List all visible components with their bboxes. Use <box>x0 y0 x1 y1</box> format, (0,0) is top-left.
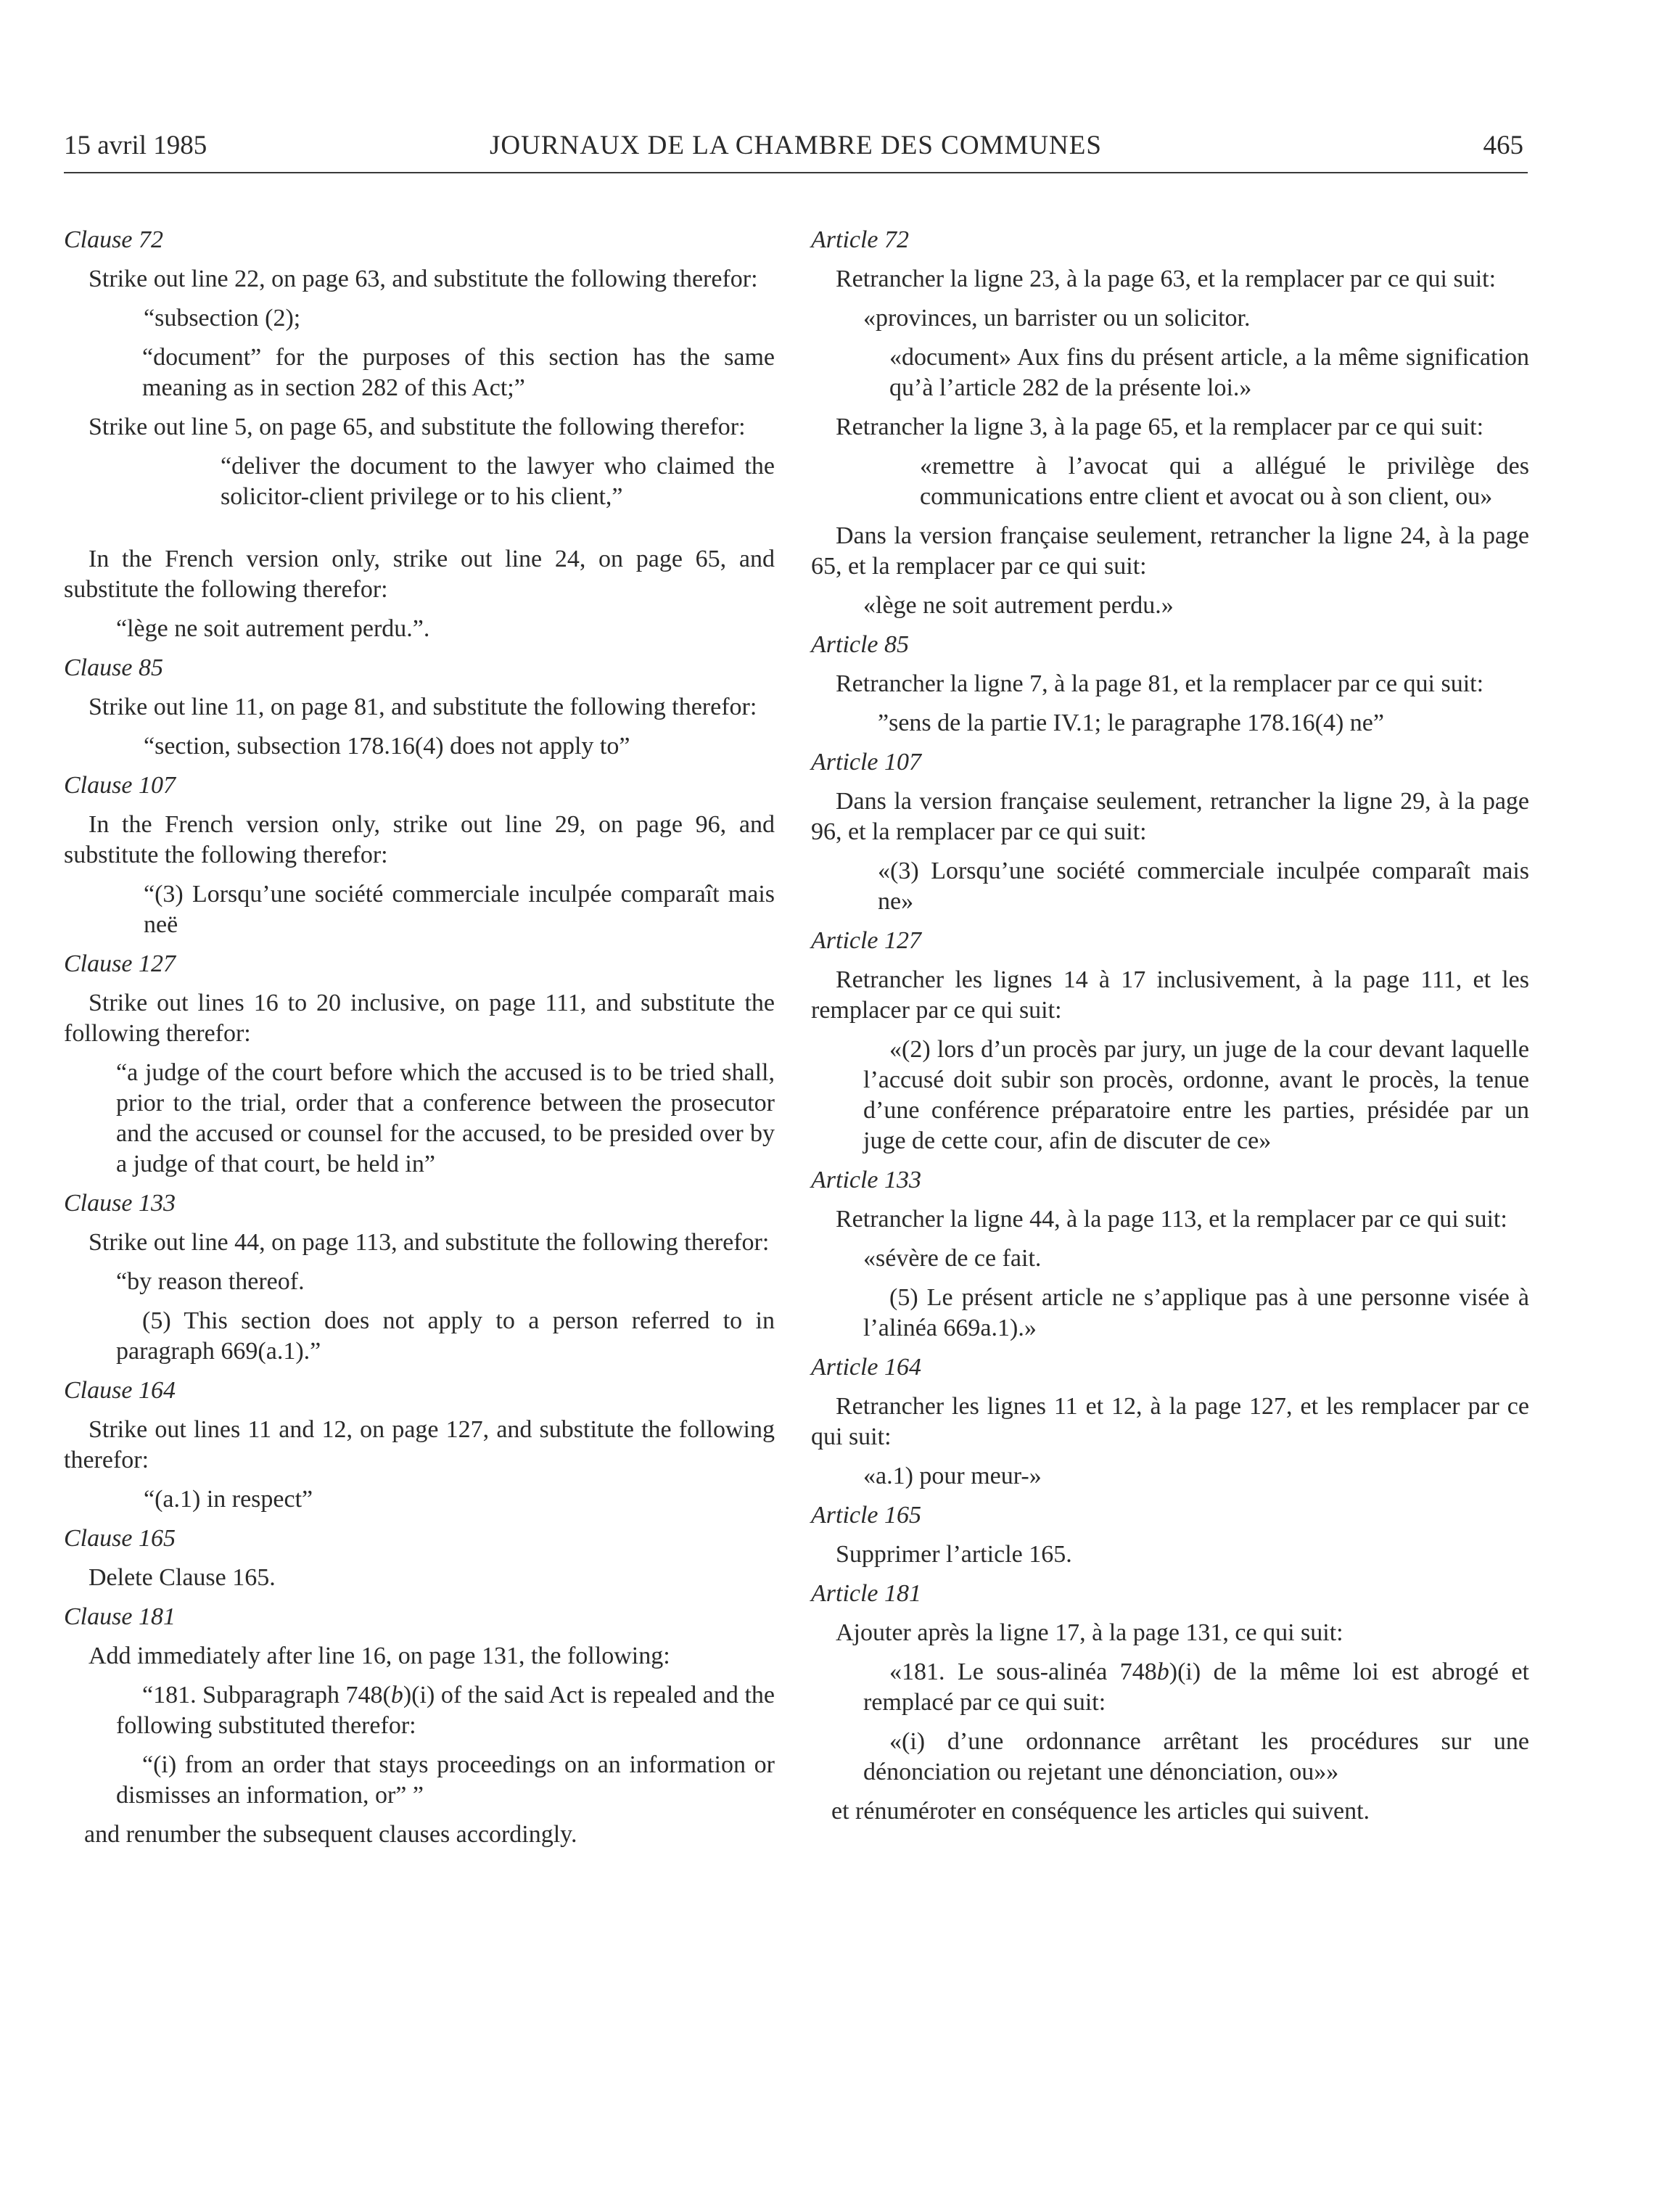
clause-85-instruction: Strike out line 11, on page 81, and substitute the following therefor: <box>89 694 757 720</box>
article-181-quote-1-part-b: b <box>1156 1658 1169 1685</box>
article-133-quote-2: (5) Le présent article ne s’applique pas à une personne visée à l’alinéa 669a.1).» <box>863 1284 1529 1341</box>
article-72-quote-3: «remettre à l’avocat qui a allégué le privilège des communications entre client et avocat ou à son client, ou» <box>920 453 1529 510</box>
clause-72-instruction-2: Strike out line 5, on page 65, and substitute the following therefor: <box>89 414 746 440</box>
clause-165-heading: Clause 165 <box>64 1525 176 1552</box>
article-181-quote-2: «(i) d’une ordonnance arrêtant les procédures sur une dénonciation ou rejetant une dénonciation, ou»» <box>863 1728 1529 1785</box>
clause-72-instruction-3: In the French version only, strike out line 24, on page 65, and substitute the following therefor: <box>64 546 775 603</box>
clause-133-heading: Clause 133 <box>64 1190 176 1217</box>
article-85-quote: ”sens de la partie IV.1; le paragraphe 178.16(4) ne” <box>878 710 1384 736</box>
clause-181-quote-1-part-c: )(i) of the said Act is repealed and the following substituted therefor: <box>116 1682 775 1739</box>
clause-72-instruction-1: Strike out line 22, on page 63, and substitute the following therefor: <box>89 266 758 292</box>
clause-181-instruction: Add immediately after line 16, on page 131, the following: <box>89 1642 670 1669</box>
clause-127-instruction: Strike out lines 16 to 20 inclusive, on page 111, and substitute the following therefor: <box>64 990 775 1047</box>
clause-164-quote: “(a.1) in respect” <box>144 1486 313 1513</box>
header-title: JOURNAUX DE LA CHAMBRE DES COMMUNES <box>490 131 1102 160</box>
article-127-heading: Article 127 <box>811 927 922 954</box>
clause-181-heading: Clause 181 <box>64 1603 176 1630</box>
english-column <box>64 225 775 1859</box>
page-number: 465 <box>1483 131 1523 160</box>
clause-72-heading: Clause 72 <box>64 226 163 253</box>
french-column <box>811 225 1529 1835</box>
article-107-heading: Article 107 <box>811 749 922 776</box>
clause-72-quote-4: “lège ne soit autrement perdu.”. <box>116 615 430 642</box>
page-header <box>64 127 1528 173</box>
article-164-quote: «a.1) pour meur-» <box>863 1463 1042 1489</box>
article-181-quote-1-part-a: «181. Le sous-alinéa 748 <box>889 1658 1157 1685</box>
article-72-quote-2-text: «document» Aux fins du présent article, a la même signification qu’à l’article 282 de la présente loi.» <box>889 344 1529 401</box>
article-85-heading: Article 85 <box>811 631 910 658</box>
clause-72-quote-1: “subsection (2); <box>144 305 301 332</box>
spacer <box>64 521 775 544</box>
article-107-instruction: Dans la version française seulement, retrancher la ligne 29, à la page 96, et la remplacer par ce qui suit: <box>811 788 1529 845</box>
clause-107-quote: “(3) Lorsqu’une société commerciale inculpée comparaît mais neë <box>144 881 775 938</box>
article-164-heading: Article 164 <box>811 1354 922 1381</box>
header-date: 15 avril 1985 <box>64 131 207 160</box>
article-181-quote-1 <box>811 1657 1529 1718</box>
article-72-quote-1: «provinces, un barrister ou un solicitor. <box>863 305 1251 332</box>
article-127-quote: «(2) lors d’un procès par jury, un juge de la cour devant laquelle l’accusé doit subir son procès, ordonne, avant le procès, la tenue d’une conférence préparatoire entre les parties, présidée par un juge de cette cour, afin de discuter de ce» <box>863 1036 1529 1154</box>
article-72-instruction-3: Dans la version française seulement, retrancher la ligne 24, à la page 65, et la remplacer par ce qui suit: <box>811 522 1529 580</box>
clause-85-heading: Clause 85 <box>64 654 163 681</box>
article-85-instruction: Retrancher la ligne 7, à la page 81, et la remplacer par ce qui suit: <box>836 670 1484 697</box>
clause-72-quote-2-text: “document” for the purposes of this section has the same meaning as in section 282 of this Act;” <box>142 344 775 401</box>
clause-133-quote-1: “by reason thereof. <box>116 1268 305 1295</box>
clause-127-quote: “a judge of the court before which the accused is to be tried shall, prior to the trial, order that a conference between the prosecutor and the accused or counsel for the accused, to be presided over by a judge of that court, be held in” <box>116 1059 775 1177</box>
article-181-heading: Article 181 <box>811 1580 922 1607</box>
article-72-instruction-1: Retrancher la ligne 23, à la page 63, et la remplacer par ce qui suit: <box>836 266 1497 292</box>
clause-72-quote-2 <box>64 342 775 403</box>
article-133-quote-1: «sévère de ce fait. <box>863 1245 1042 1272</box>
article-72-instruction-2: Retrancher la ligne 3, à la page 65, et la remplacer par ce qui suit: <box>836 414 1484 440</box>
article-72-quote-4: «lège ne soit autrement perdu.» <box>863 592 1174 619</box>
clause-85-quote: “section, subsection 178.16(4) does not apply to” <box>144 733 630 760</box>
article-181-instruction: Ajouter après la ligne 17, à la page 131, ce qui suit: <box>836 1619 1343 1646</box>
clause-164-instruction: Strike out lines 11 and 12, on page 127, and substitute the following therefor: <box>64 1416 775 1473</box>
article-133-heading: Article 133 <box>811 1167 922 1193</box>
article-181-quote-1-part-c: )(i) de la même loi est abrogé et remplacé par ce qui suit: <box>863 1658 1530 1716</box>
article-165-instruction: Supprimer l’article 165. <box>836 1541 1072 1568</box>
clause-165-instruction: Delete Clause 165. <box>89 1564 276 1591</box>
article-181-closing: et rénuméroter en conséquence les articles qui suivent. <box>831 1798 1370 1825</box>
clause-133-quote-2: (5) This section does not apply to a person referred to in paragraph 669(a.1).” <box>116 1307 775 1365</box>
article-127-instruction: Retrancher les lignes 14 à 17 inclusivement, à la page 111, et les remplacer par ce qui suit: <box>811 966 1529 1024</box>
clause-181-quote-1-part-b: b <box>390 1682 403 1709</box>
clause-72-quote-3: “deliver the document to the lawyer who claimed the solicitor-client privilege or to his client,” <box>221 453 775 510</box>
article-164-instruction: Retrancher les lignes 11 et 12, à la page 127, et les remplacer par ce qui suit: <box>811 1393 1529 1450</box>
clause-133-instruction: Strike out line 44, on page 113, and substitute the following therefor: <box>89 1229 770 1256</box>
article-107-quote: «(3) Lorsqu’une société commerciale inculpée comparaît mais ne» <box>878 858 1529 915</box>
clause-107-heading: Clause 107 <box>64 772 176 799</box>
article-165-heading: Article 165 <box>811 1502 922 1529</box>
clause-107-instruction: In the French version only, strike out line 29, on page 96, and substitute the following therefor: <box>64 811 775 868</box>
clause-181-quote-1 <box>64 1680 775 1741</box>
clause-181-quote-2: “(i) from an order that stays proceedings on an information or dismisses an information, or” ” <box>116 1751 775 1809</box>
article-72-quote-2 <box>811 342 1529 403</box>
clause-181-closing: and renumber the subsequent clauses accordingly. <box>84 1821 577 1848</box>
clause-181-quote-1-part-a: “181. Subparagraph 748( <box>142 1682 391 1709</box>
clause-127-heading: Clause 127 <box>64 950 176 977</box>
clause-164-heading: Clause 164 <box>64 1377 176 1404</box>
article-72-heading: Article 72 <box>811 226 910 253</box>
article-133-instruction: Retrancher la ligne 44, à la page 113, et la remplacer par ce qui suit: <box>836 1206 1507 1233</box>
